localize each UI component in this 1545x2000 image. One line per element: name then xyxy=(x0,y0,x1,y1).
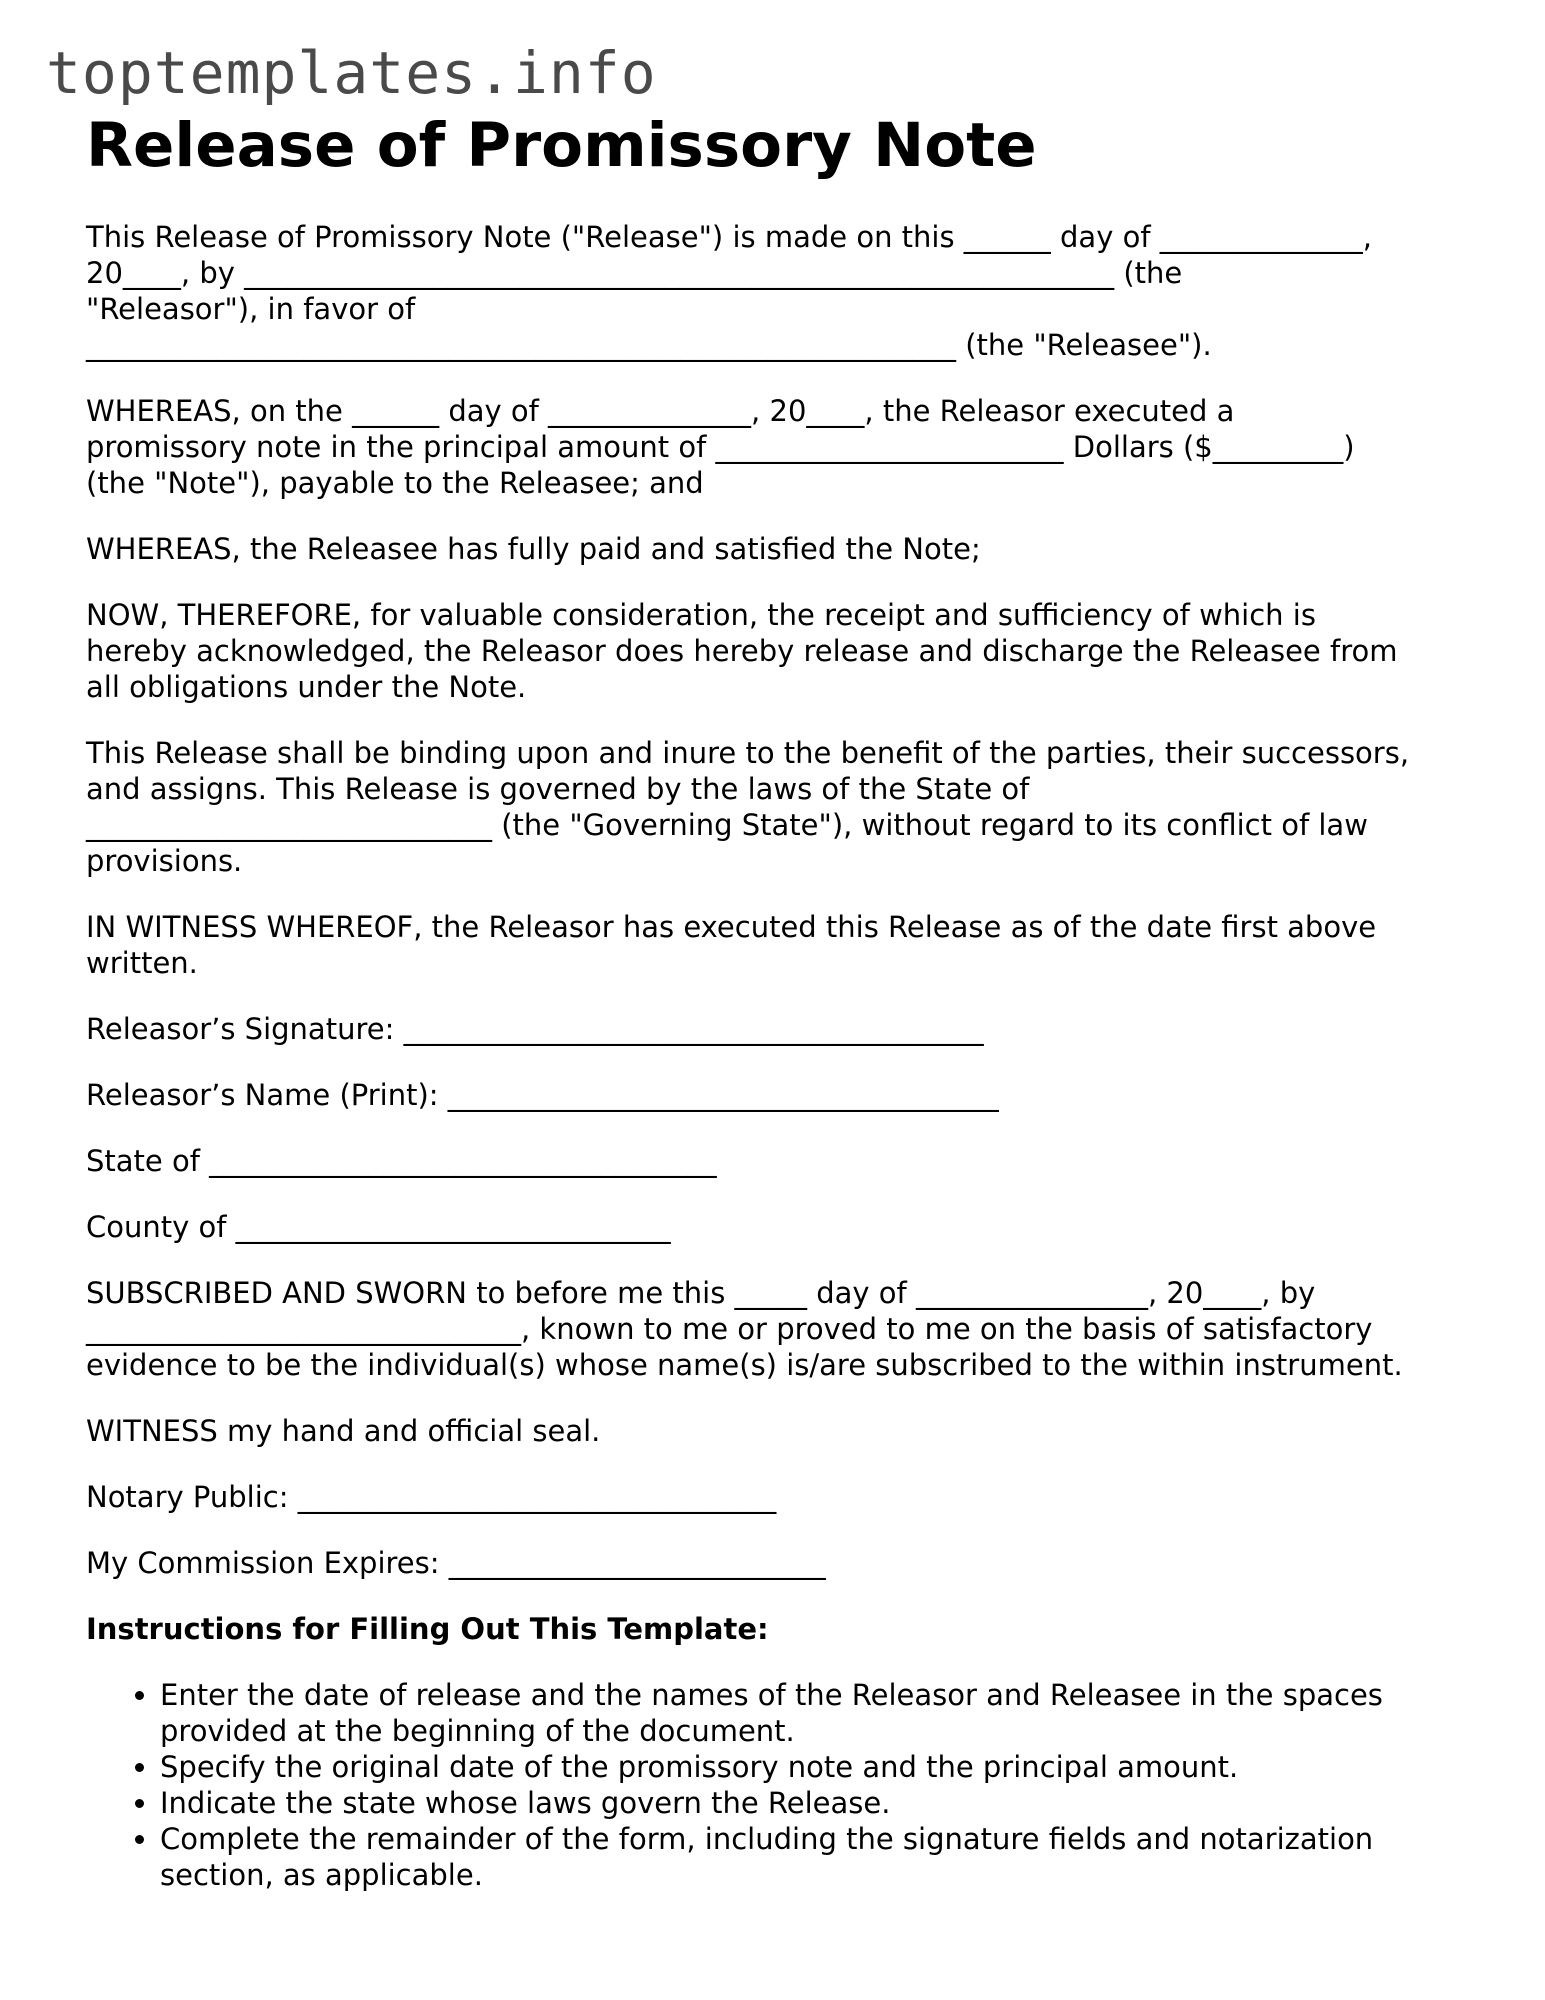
subscribed-sworn-paragraph: SUBSCRIBED AND SWORN to before me this _____ day of ________________, 20____, by ______________________________, known to me or proved to me on the basis of satisfactory evidence to be the individual(s) whose name(s) is/are subscribed to the within instrument. xyxy=(86,1276,1403,1383)
instruction-item: • Enter the date of release and the names of the Releasor and Releasee in the spaces provided at the beginning of the document. xyxy=(160,1677,1466,1749)
instruction-item: • Specify the original date of the promissory note and the principal amount. xyxy=(160,1749,1466,1785)
instruction-item: • Complete the remainder of the form, including the signature fields and notarization section, as applicable. xyxy=(160,1821,1466,1893)
now-therefore-paragraph: NOW, THEREFORE, for valuable consideration, the receipt and sufficiency of which is hereby acknowledged, the Releasor does hereby release and discharge the Releasee from all obligations under the Note. xyxy=(86,598,1398,705)
governing-law-paragraph: This Release shall be binding upon and inure to the benefit of the parties, their successors, and assigns. This Release is governed by the laws of the State of ____________________________ (the "Governing State"), without regard to its conflict of law provisions. xyxy=(86,736,1410,879)
intro-paragraph: This Release of Promissory Note ("Release") is made on this ______ day of ______________, 20____, by ____________________________________________________________ (the "Releasor"), in favor of ____________________________________________________________ (the "Releasee"). xyxy=(86,220,1372,363)
whereas-paid-paragraph: WHEREAS, the Releasee has fully paid and satisfied the Note; xyxy=(86,532,981,567)
watermark-text: toptemplates.info xyxy=(46,39,657,107)
notary-public-field: Notary Public: _________________________________ xyxy=(86,1480,777,1515)
releasor-signature-field: Releasor’s Signature: ________________________________________ xyxy=(86,1012,984,1047)
document-title: Release of Promissory Note xyxy=(86,110,1037,181)
witness-seal-line: WITNESS my hand and official seal. xyxy=(86,1414,601,1449)
whereas-note-paragraph: WHEREAS, on the ______ day of ______________, 20____, the Releasor executed a promissory note in the principal amount of ________________________ Dollars ($_________) (the "Note"), payable to the Releasee; and xyxy=(86,394,1355,501)
releasor-name-field: Releasor’s Name (Print): ______________________________________ xyxy=(86,1078,999,1113)
instructions-heading: Instructions for Filling Out This Template: xyxy=(86,1612,769,1647)
commission-expires-field: My Commission Expires: __________________________ xyxy=(86,1546,826,1581)
in-witness-paragraph: IN WITNESS WHEREOF, the Releasor has executed this Release as of the date first above written. xyxy=(86,910,1377,981)
state-of-field: State of ___________________________________ xyxy=(86,1144,717,1179)
county-of-field: County of ______________________________ xyxy=(86,1210,671,1245)
instructions-list xyxy=(86,1677,1466,1893)
document-body xyxy=(86,112,1466,1893)
instruction-item: • Indicate the state whose laws govern the Release. xyxy=(160,1785,1466,1821)
